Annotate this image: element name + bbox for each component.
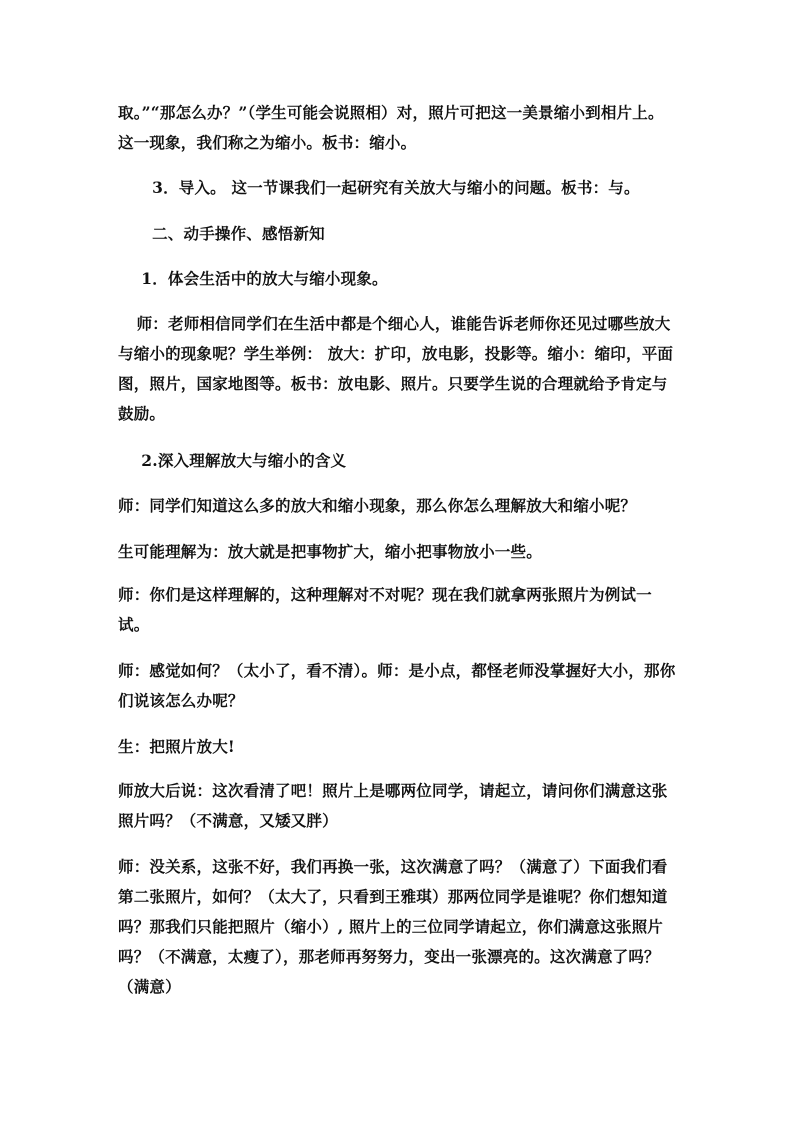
paragraph-introduction-step: 3．导入。 这一节课我们一起研究有关放大与缩小的问题。板书：与。: [152, 178, 640, 197]
subheading-1: 1．体会生活中的放大与缩小现象。: [141, 269, 388, 288]
paragraph-teacher-5: 师放大后说：这次看清了吧！照片上是哪两位同学，请起立，请问你们满意这张照片吗？（不满意，又矮又胖）: [118, 781, 668, 830]
paragraph-teacher-1: 师：老师相信同学们在生活中都是个细心人，谁能告诉老师你还见过哪些放大与缩小的现象呢？学生举例： 放大：扩印，放电影，投影等。缩小：缩印，平面图，照片，国家地图等。板书：放电影、照片。只要学生说的合理就给予肯定与鼓励。: [118, 314, 674, 423]
section-heading: 二、动手操作、感悟新知: [152, 224, 325, 243]
paragraph-teacher-6: 师：没关系，这张不好，我们再换一张，这次满意了吗？（满意了）下面我们看第二张照片，如何？（太大了，只看到王雅琪）那两位同学是谁呢？你们想知道吗？那我们只能把照片（缩小）, 照片上的三位同学请起立，你们满意这张照片吗？（不满意，太瘦了），那老师再努努力，变出一张漂亮的。这次满意了吗？（满意）: [118, 857, 668, 996]
paragraph-student-1: 生可能理解为：放大就是把事物扩大，缩小把事物放小一些。: [118, 542, 542, 561]
paragraph-intro-continuation: 取。”“那怎么办？”（学生可能会说照相）对，照片可把这一美景缩小到相片上。这一现象，我们称之为缩小。板书：缩小。: [118, 103, 664, 152]
paragraph-teacher-3: 师：你们是这样理解的，这种理解对不对呢？现在我们就拿两张照片为例试一试。: [118, 585, 652, 634]
paragraph-student-2: 生：把照片放大!: [118, 737, 235, 756]
paragraph-teacher-4: 师：感觉如何？（太小了，看不清）。师：是小点，都怪老师没掌握好大小，那你们说该怎么办呢？: [118, 661, 676, 710]
subheading-2: 2.深入理解放大与缩小的含义: [141, 451, 347, 470]
paragraph-teacher-2: 师：同学们知道这么多的放大和缩小现象，那么你怎么理解放大和缩小呢？: [118, 496, 637, 515]
